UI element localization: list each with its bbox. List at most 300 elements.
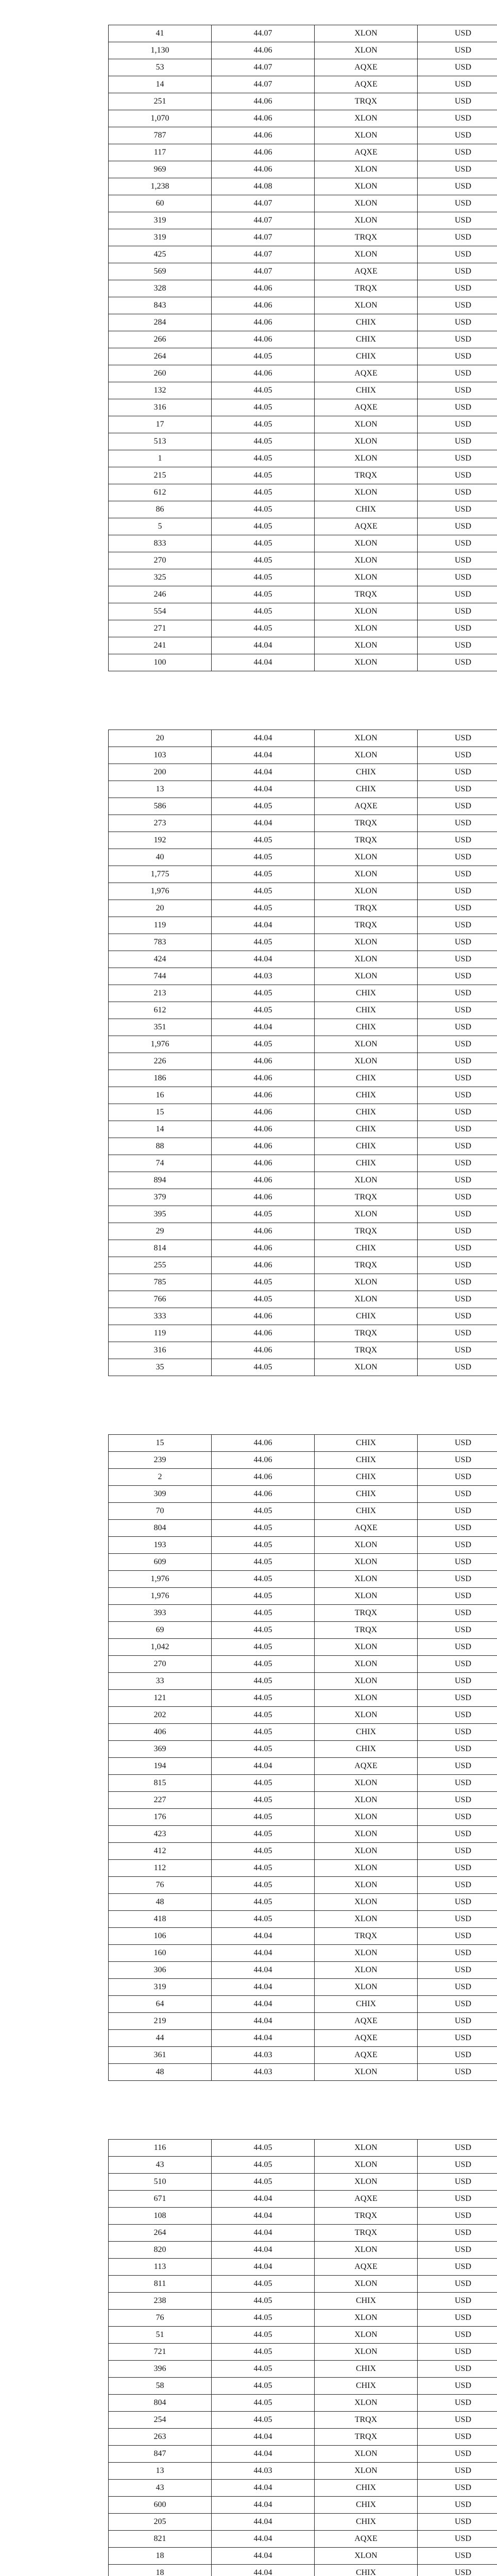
currency-cell: USD — [418, 1223, 497, 1240]
volume-cell: 48 — [109, 1894, 212, 1911]
volume-cell: 113 — [109, 2259, 212, 2276]
table-row — [109, 1996, 497, 2013]
currency-cell: USD — [418, 1469, 497, 1486]
volume-cell: 58 — [109, 2378, 212, 2395]
venue-cell: TRQX — [315, 2208, 418, 2225]
venue-cell: XLON — [315, 1571, 418, 1588]
table-row — [109, 1622, 497, 1639]
price-cell: 44.07 — [212, 263, 315, 280]
table-row — [109, 1325, 497, 1342]
table-row — [109, 348, 497, 365]
table-row — [109, 484, 497, 501]
table-row — [109, 178, 497, 195]
venue-cell: XLON — [315, 178, 418, 195]
table-row — [109, 212, 497, 229]
venue-cell: XLON — [315, 1945, 418, 1962]
table-row — [109, 1291, 497, 1308]
price-cell: 44.05 — [212, 1656, 315, 1673]
venue-cell: XLON — [315, 654, 418, 671]
volume-cell: 13 — [109, 2463, 212, 2480]
currency-cell: USD — [418, 1843, 497, 1860]
price-cell: 44.05 — [212, 1520, 315, 1537]
volume-cell: 325 — [109, 569, 212, 586]
venue-cell: XLON — [315, 866, 418, 883]
venue-cell: XLON — [315, 1979, 418, 1996]
venue-cell: CHIX — [315, 1503, 418, 1520]
venue-cell: XLON — [315, 2327, 418, 2344]
volume-cell: 76 — [109, 1877, 212, 1894]
venue-cell: XLON — [315, 552, 418, 569]
table-row — [109, 433, 497, 450]
venue-cell: XLON — [315, 951, 418, 968]
currency-cell: USD — [418, 798, 497, 815]
venue-cell: AQXE — [315, 2259, 418, 2276]
table-row — [109, 1189, 497, 1206]
currency-cell: USD — [418, 2242, 497, 2259]
currency-cell: USD — [418, 2225, 497, 2242]
volume-cell: 43 — [109, 2480, 212, 2497]
volume-cell: 251 — [109, 93, 212, 110]
volume-cell: 35 — [109, 1359, 212, 1376]
volume-cell: 609 — [109, 1554, 212, 1571]
volume-cell: 69 — [109, 1622, 212, 1639]
currency-cell: USD — [418, 535, 497, 552]
venue-cell: CHIX — [315, 1435, 418, 1452]
price-cell: 44.04 — [212, 1945, 315, 1962]
volume-cell: 100 — [109, 654, 212, 671]
volume-cell: 14 — [109, 1121, 212, 1138]
venue-cell: CHIX — [315, 2565, 418, 2576]
currency-cell: USD — [418, 1690, 497, 1707]
volume-cell: 64 — [109, 1996, 212, 2013]
table-row — [109, 620, 497, 637]
table-row — [109, 2378, 497, 2395]
price-cell: 44.05 — [212, 1291, 315, 1308]
table-row — [109, 2429, 497, 2446]
table-row — [109, 1002, 497, 1019]
volume-cell: 1,976 — [109, 883, 212, 900]
venue-cell: CHIX — [315, 1741, 418, 1758]
venue-cell: CHIX — [315, 2378, 418, 2395]
price-cell: 44.04 — [212, 637, 315, 654]
trade-table — [108, 2139, 497, 2576]
venue-cell: AQXE — [315, 2531, 418, 2548]
volume-cell: 284 — [109, 314, 212, 331]
volume-cell: 33 — [109, 1673, 212, 1690]
currency-cell: USD — [418, 866, 497, 883]
table-row — [109, 2310, 497, 2327]
price-cell: 44.05 — [212, 1792, 315, 1809]
price-cell: 44.06 — [212, 314, 315, 331]
volume-cell: 205 — [109, 2514, 212, 2531]
volume-cell: 20 — [109, 900, 212, 917]
currency-cell: USD — [418, 2030, 497, 2047]
table-row — [109, 382, 497, 399]
currency-cell: USD — [418, 1291, 497, 1308]
currency-cell: USD — [418, 900, 497, 917]
volume-cell: 132 — [109, 382, 212, 399]
price-cell: 44.05 — [212, 1724, 315, 1741]
price-cell: 44.07 — [212, 25, 315, 42]
table-row — [109, 552, 497, 569]
currency-cell: USD — [418, 2047, 497, 2064]
price-cell: 44.07 — [212, 195, 315, 212]
currency-cell: USD — [418, 764, 497, 781]
table-row — [109, 866, 497, 883]
venue-cell: TRQX — [315, 1325, 418, 1342]
venue-cell: TRQX — [315, 2412, 418, 2429]
table-row — [109, 569, 497, 586]
price-cell: 44.06 — [212, 1138, 315, 1155]
currency-cell: USD — [418, 501, 497, 518]
currency-cell: USD — [418, 883, 497, 900]
currency-cell: USD — [418, 246, 497, 263]
venue-cell: XLON — [315, 450, 418, 467]
price-cell: 44.06 — [212, 1189, 315, 1206]
volume-cell: 53 — [109, 59, 212, 76]
price-cell: 44.05 — [212, 1571, 315, 1588]
venue-cell: CHIX — [315, 1002, 418, 1019]
price-cell: 44.04 — [212, 2497, 315, 2514]
price-cell: 44.06 — [212, 1070, 315, 1087]
venue-cell: XLON — [315, 246, 418, 263]
price-cell: 44.05 — [212, 2174, 315, 2191]
venue-cell: TRQX — [315, 815, 418, 832]
table-row — [109, 1155, 497, 1172]
price-cell: 44.05 — [212, 399, 315, 416]
table-row — [109, 1359, 497, 1376]
price-cell: 44.06 — [212, 1257, 315, 1274]
price-cell: 44.04 — [212, 1758, 315, 1775]
table-row — [109, 985, 497, 1002]
currency-cell: USD — [418, 1673, 497, 1690]
price-cell: 44.05 — [212, 1274, 315, 1291]
table-row — [109, 2225, 497, 2242]
venue-cell: XLON — [315, 1690, 418, 1707]
currency-cell: USD — [418, 2259, 497, 2276]
currency-cell: USD — [418, 1189, 497, 1206]
table-row — [109, 1588, 497, 1605]
table-row — [109, 1775, 497, 1792]
price-cell: 44.05 — [212, 1707, 315, 1724]
venue-cell: TRQX — [315, 2225, 418, 2242]
price-cell: 44.05 — [212, 2327, 315, 2344]
price-cell: 44.05 — [212, 603, 315, 620]
price-cell: 44.05 — [212, 1741, 315, 1758]
price-cell: 44.04 — [212, 2013, 315, 2030]
volume-cell: 18 — [109, 2548, 212, 2565]
volume-cell: 263 — [109, 2429, 212, 2446]
table-row — [109, 1554, 497, 1571]
table-row — [109, 518, 497, 535]
venue-cell: XLON — [315, 535, 418, 552]
venue-cell: AQXE — [315, 2191, 418, 2208]
volume-cell: 1,775 — [109, 866, 212, 883]
price-cell: 44.05 — [212, 1826, 315, 1843]
price-cell: 44.06 — [212, 1469, 315, 1486]
volume-cell: 847 — [109, 2446, 212, 2463]
currency-cell: USD — [418, 467, 497, 484]
price-cell: 44.06 — [212, 1087, 315, 1104]
price-cell: 44.05 — [212, 1588, 315, 1605]
price-cell: 44.03 — [212, 2064, 315, 2081]
currency-cell: USD — [418, 365, 497, 382]
table-row — [109, 1860, 497, 1877]
table-row — [109, 2361, 497, 2378]
table-row — [109, 1121, 497, 1138]
price-cell: 44.07 — [212, 76, 315, 93]
table-row — [109, 195, 497, 212]
currency-cell: USD — [418, 1877, 497, 1894]
table-row — [109, 467, 497, 484]
table-row — [109, 314, 497, 331]
currency-cell: USD — [418, 620, 497, 637]
venue-cell: AQXE — [315, 2030, 418, 2047]
volume-cell: 316 — [109, 399, 212, 416]
volume-cell: 379 — [109, 1189, 212, 1206]
table-row — [109, 2208, 497, 2225]
table-row — [109, 399, 497, 416]
venue-cell: CHIX — [315, 1308, 418, 1325]
currency-cell: USD — [418, 1104, 497, 1121]
currency-cell: USD — [418, 2361, 497, 2378]
table-row — [109, 535, 497, 552]
table-row — [109, 2140, 497, 2157]
venue-cell: CHIX — [315, 2361, 418, 2378]
table-row — [109, 1741, 497, 1758]
volume-cell: 260 — [109, 365, 212, 382]
volume-cell: 186 — [109, 1070, 212, 1087]
table-row — [109, 1945, 497, 1962]
price-cell: 44.05 — [212, 1809, 315, 1826]
price-cell: 44.06 — [212, 42, 315, 59]
currency-cell: USD — [418, 603, 497, 620]
currency-cell: USD — [418, 144, 497, 161]
venue-cell: TRQX — [315, 229, 418, 246]
price-cell: 44.05 — [212, 467, 315, 484]
table-row — [109, 2293, 497, 2310]
volume-cell: 270 — [109, 1656, 212, 1673]
volume-cell: 226 — [109, 1053, 212, 1070]
price-cell: 44.05 — [212, 832, 315, 849]
price-cell: 44.05 — [212, 1843, 315, 1860]
price-cell: 44.05 — [212, 866, 315, 883]
table-row — [109, 1809, 497, 1826]
trade-table-block-3 — [0, 1434, 497, 2094]
table-row — [109, 1486, 497, 1503]
volume-cell: 264 — [109, 2225, 212, 2242]
currency-cell: USD — [418, 1554, 497, 1571]
venue-cell: CHIX — [315, 1070, 418, 1087]
currency-cell: USD — [418, 382, 497, 399]
price-cell: 44.03 — [212, 2047, 315, 2064]
table-row — [109, 1469, 497, 1486]
table-row — [109, 1053, 497, 1070]
currency-cell: USD — [418, 1070, 497, 1087]
venue-cell: AQXE — [315, 76, 418, 93]
volume-cell: 1,976 — [109, 1588, 212, 1605]
price-cell: 44.05 — [212, 620, 315, 637]
price-cell: 44.05 — [212, 2378, 315, 2395]
currency-cell: USD — [418, 2157, 497, 2174]
venue-cell: XLON — [315, 2310, 418, 2327]
currency-cell: USD — [418, 1979, 497, 1996]
table-row — [109, 1087, 497, 1104]
volume-cell: 406 — [109, 1724, 212, 1741]
venue-cell: CHIX — [315, 1104, 418, 1121]
currency-cell: USD — [418, 2548, 497, 2565]
volume-cell: 5 — [109, 518, 212, 535]
price-cell: 44.04 — [212, 2259, 315, 2276]
price-cell: 44.05 — [212, 2310, 315, 2327]
price-cell: 44.04 — [212, 2514, 315, 2531]
currency-cell: USD — [418, 1503, 497, 1520]
venue-cell: TRQX — [315, 280, 418, 297]
venue-cell: CHIX — [315, 2514, 418, 2531]
venue-cell: XLON — [315, 127, 418, 144]
table-row — [109, 365, 497, 382]
volume-cell: 787 — [109, 127, 212, 144]
venue-cell: CHIX — [315, 1019, 418, 1036]
table-row — [109, 1452, 497, 1469]
table-row — [109, 25, 497, 42]
price-cell: 44.05 — [212, 1894, 315, 1911]
currency-cell: USD — [418, 484, 497, 501]
venue-cell: XLON — [315, 2463, 418, 2480]
price-cell: 44.05 — [212, 1622, 315, 1639]
volume-cell: 612 — [109, 1002, 212, 1019]
table-row — [109, 110, 497, 127]
table-row — [109, 1690, 497, 1707]
volume-cell: 351 — [109, 1019, 212, 1036]
table-row — [109, 161, 497, 178]
volume-cell: 412 — [109, 1843, 212, 1860]
currency-cell: USD — [418, 1911, 497, 1928]
price-cell: 44.04 — [212, 2446, 315, 2463]
volume-cell: 160 — [109, 1945, 212, 1962]
currency-cell: USD — [418, 1002, 497, 1019]
table-row — [109, 798, 497, 815]
table-row — [109, 1571, 497, 1588]
venue-cell: XLON — [315, 2157, 418, 2174]
table-row — [109, 127, 497, 144]
table-row — [109, 1792, 497, 1809]
currency-cell: USD — [418, 212, 497, 229]
table-row — [109, 1520, 497, 1537]
trade-table — [108, 1434, 497, 2081]
table-row — [109, 297, 497, 314]
venue-cell: TRQX — [315, 1605, 418, 1622]
volume-cell: 264 — [109, 348, 212, 365]
volume-cell: 333 — [109, 1308, 212, 1325]
volume-cell: 16 — [109, 1087, 212, 1104]
price-cell: 44.08 — [212, 178, 315, 195]
table-row — [109, 1206, 497, 1223]
currency-cell: USD — [418, 42, 497, 59]
volume-cell: 215 — [109, 467, 212, 484]
currency-cell: USD — [418, 25, 497, 42]
volume-cell: 14 — [109, 76, 212, 93]
currency-cell: USD — [418, 518, 497, 535]
table-row — [109, 883, 497, 900]
table-row — [109, 2480, 497, 2497]
venue-cell: TRQX — [315, 93, 418, 110]
currency-cell: USD — [418, 2013, 497, 2030]
table-row — [109, 1928, 497, 1945]
trade-table-block-1 — [0, 25, 497, 684]
table-row — [109, 1877, 497, 1894]
price-cell: 44.04 — [212, 654, 315, 671]
venue-cell: CHIX — [315, 1240, 418, 1257]
table-row — [109, 781, 497, 798]
currency-cell: USD — [418, 1325, 497, 1342]
volume-cell: 361 — [109, 2047, 212, 2064]
table-row — [109, 815, 497, 832]
venue-cell: TRQX — [315, 832, 418, 849]
volume-cell: 721 — [109, 2344, 212, 2361]
volume-cell: 425 — [109, 246, 212, 263]
price-cell: 44.05 — [212, 382, 315, 399]
table-row — [109, 1673, 497, 1690]
venue-cell: CHIX — [315, 501, 418, 518]
trade-table-block-4 — [0, 2139, 497, 2576]
price-cell: 44.04 — [212, 1019, 315, 1036]
currency-cell: USD — [418, 1588, 497, 1605]
currency-cell: USD — [418, 1342, 497, 1359]
volume-cell: 119 — [109, 917, 212, 934]
currency-cell: USD — [418, 1945, 497, 1962]
currency-cell: USD — [418, 2208, 497, 2225]
currency-cell: USD — [418, 348, 497, 365]
venue-cell: XLON — [315, 195, 418, 212]
venue-cell: XLON — [315, 2548, 418, 2565]
table-row — [109, 1724, 497, 1741]
currency-cell: USD — [418, 2276, 497, 2293]
table-row — [109, 1639, 497, 1656]
price-cell: 44.06 — [212, 127, 315, 144]
venue-cell: XLON — [315, 212, 418, 229]
price-cell: 44.04 — [212, 2191, 315, 2208]
table-row — [109, 2242, 497, 2259]
price-cell: 44.06 — [212, 110, 315, 127]
venue-cell: CHIX — [315, 331, 418, 348]
volume-cell: 74 — [109, 1155, 212, 1172]
price-cell: 44.05 — [212, 586, 315, 603]
price-cell: 44.04 — [212, 2565, 315, 2576]
venue-cell: CHIX — [315, 314, 418, 331]
venue-cell: CHIX — [315, 2497, 418, 2514]
volume-cell: 60 — [109, 195, 212, 212]
price-cell: 44.05 — [212, 518, 315, 535]
volume-cell: 255 — [109, 1257, 212, 1274]
volume-cell: 424 — [109, 951, 212, 968]
price-cell: 44.06 — [212, 144, 315, 161]
price-cell: 44.06 — [212, 1435, 315, 1452]
venue-cell: XLON — [315, 161, 418, 178]
volume-cell: 600 — [109, 2497, 212, 2514]
table-row — [109, 450, 497, 467]
volume-cell: 1,238 — [109, 178, 212, 195]
currency-cell: USD — [418, 1928, 497, 1945]
currency-cell: USD — [418, 1962, 497, 1979]
price-cell: 44.04 — [212, 917, 315, 934]
currency-cell: USD — [418, 76, 497, 93]
currency-cell: USD — [418, 1274, 497, 1291]
currency-cell: USD — [418, 1724, 497, 1741]
venue-cell: XLON — [315, 42, 418, 59]
volume-cell: 117 — [109, 144, 212, 161]
venue-cell: TRQX — [315, 1928, 418, 1945]
